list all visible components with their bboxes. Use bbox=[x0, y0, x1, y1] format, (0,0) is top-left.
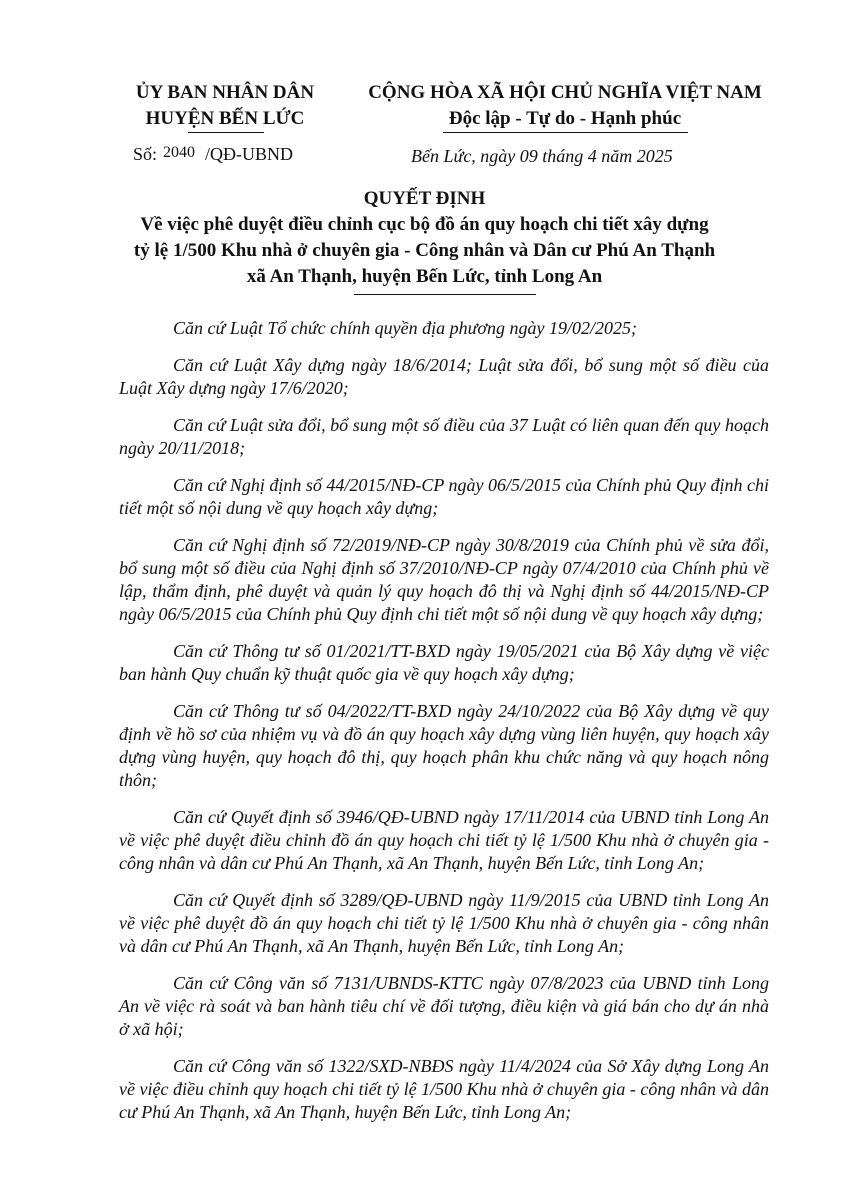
legal-basis bbox=[119, 317, 769, 1138]
title-underline bbox=[354, 294, 536, 295]
motto-underline bbox=[443, 132, 688, 133]
motto: Độc lập - Tự do - Hạnh phúc bbox=[448, 108, 682, 129]
number-value: 2040 bbox=[163, 144, 196, 161]
subject-line-2: tỷ lệ 1/500 Khu nhà ở chuyên gia - Công nhân và Dân cư Phú An Thạnh bbox=[133, 240, 716, 261]
issuing-authority bbox=[100, 80, 350, 132]
number-suffix: /QĐ-UBND bbox=[205, 144, 294, 164]
place-date: Bến Lức, ngày 09 tháng 4 năm 2025 bbox=[411, 146, 673, 166]
document-number bbox=[133, 144, 293, 165]
national-motto bbox=[345, 80, 785, 132]
legal-basis-paragraph: Căn cứ Nghị định số 72/2019/NĐ-CP ngày 30/8/2019 của Chính phủ về sửa đổi, bổ sung một số điều của Nghị định số 37/2010/NĐ-CP ngày 07/4/2010 của Chính phủ về lập, thẩm định, phê duyệt và quản lý quy hoạch đô thị và Nghị định số 44/2015/NĐ-CP ngày 06/5/2015 của Chính phủ Quy định chi tiết một số nội dung về quy hoạch xây dựng; bbox=[119, 535, 769, 624]
subject-line-3: xã An Thạnh, huyện Bến Lức, tỉnh Long An bbox=[246, 266, 603, 287]
subject-line-1: Về việc phê duyệt điều chỉnh cục bộ đồ án quy hoạch chi tiết xây dựng bbox=[140, 214, 709, 235]
legal-basis-paragraph: Căn cứ Công văn số 7131/UBNDS-KTTC ngày 07/8/2023 của UBND tỉnh Long An về việc rà soát và ban hành tiêu chí về đối tượng, điều kiện và giá bán cho dự án nhà ở xã hội; bbox=[119, 973, 769, 1039]
authority-underline bbox=[188, 132, 264, 133]
legal-basis-paragraph: Căn cứ Quyết định số 3289/QĐ-UBND ngày 11/9/2015 của UBND tỉnh Long An về việc phê duyệt đồ án quy hoạch chi tiết tỷ lệ 1/500 Khu nhà ở chuyên gia - công nhân và dân cư Phú An Thạnh, xã An Thạnh, huyện Bến Lức, tỉnh Long An; bbox=[119, 890, 769, 956]
legal-basis-paragraph: Căn cứ Luật Xây dựng ngày 18/6/2014; Luật sửa đổi, bổ sung một số điều của Luật Xây dựng ngày 17/6/2020; bbox=[119, 355, 769, 398]
authority-line-1: ỦY BAN NHÂN DÂN bbox=[135, 82, 315, 103]
authority-line-2: HUYỆN BẾN LỨC bbox=[145, 108, 305, 129]
legal-basis-paragraph: Căn cứ Thông tư số 01/2021/TT-BXD ngày 19/05/2021 của Bộ Xây dựng về việc ban hành Quy chuẩn kỹ thuật quốc gia về quy hoạch xây dựng; bbox=[119, 641, 769, 684]
legal-basis-paragraph: Căn cứ Thông tư số 04/2022/TT-BXD ngày 24/10/2022 của Bộ Xây dựng về quy định về hồ sơ của nhiệm vụ và đồ án quy hoạch xây dựng vùng liên huyện, quy hoạch xây dựng vùng huyện, quy hoạch đô thị, quy hoạch phân khu chức năng và quy hoạch nông thôn; bbox=[119, 701, 769, 790]
legal-basis-paragraph: Căn cứ Công văn số 1322/SXD-NBĐS ngày 11/4/2024 của Sở Xây dựng Long An về việc điều chỉnh quy hoạch chi tiết tỷ lệ 1/500 Khu nhà ở chuyên gia - công nhân và dân cư Phú An Thạnh, xã An Thạnh, huyện Bến Lức, tỉnh Long An; bbox=[119, 1056, 769, 1122]
legal-basis-paragraph: Căn cứ Luật sửa đổi, bổ sung một số điều của 37 Luật có liên quan đến quy hoạch ngày 20/11/2018; bbox=[119, 415, 769, 458]
decision-heading: QUYẾT ĐỊNH bbox=[363, 188, 486, 209]
legal-basis-paragraph: Căn cứ Luật Tổ chức chính quyền địa phương ngày 19/02/2025; bbox=[173, 318, 638, 338]
legal-basis-paragraph: Căn cứ Quyết định số 3946/QĐ-UBND ngày 17/11/2014 của UBND tỉnh Long An về việc phê duyệt điều chỉnh đồ án quy hoạch chi tiết tỷ lệ 1/500 Khu nhà ở chuyên gia - công nhân và dân cư Phú An Thạnh, xã An Thạnh, huyện Bến Lức, tỉnh Long An; bbox=[119, 807, 769, 873]
nation-title: CỘNG HÒA XÃ HỘI CHỦ NGHĨA VIỆT NAM bbox=[368, 82, 762, 103]
decision-title bbox=[0, 186, 849, 290]
legal-basis-paragraph: Căn cứ Nghị định số 44/2015/NĐ-CP ngày 06/5/2015 của Chính phủ Quy định chi tiết một số nội dung về quy hoạch xây dựng; bbox=[119, 475, 769, 518]
number-prefix: Số: bbox=[133, 144, 158, 164]
